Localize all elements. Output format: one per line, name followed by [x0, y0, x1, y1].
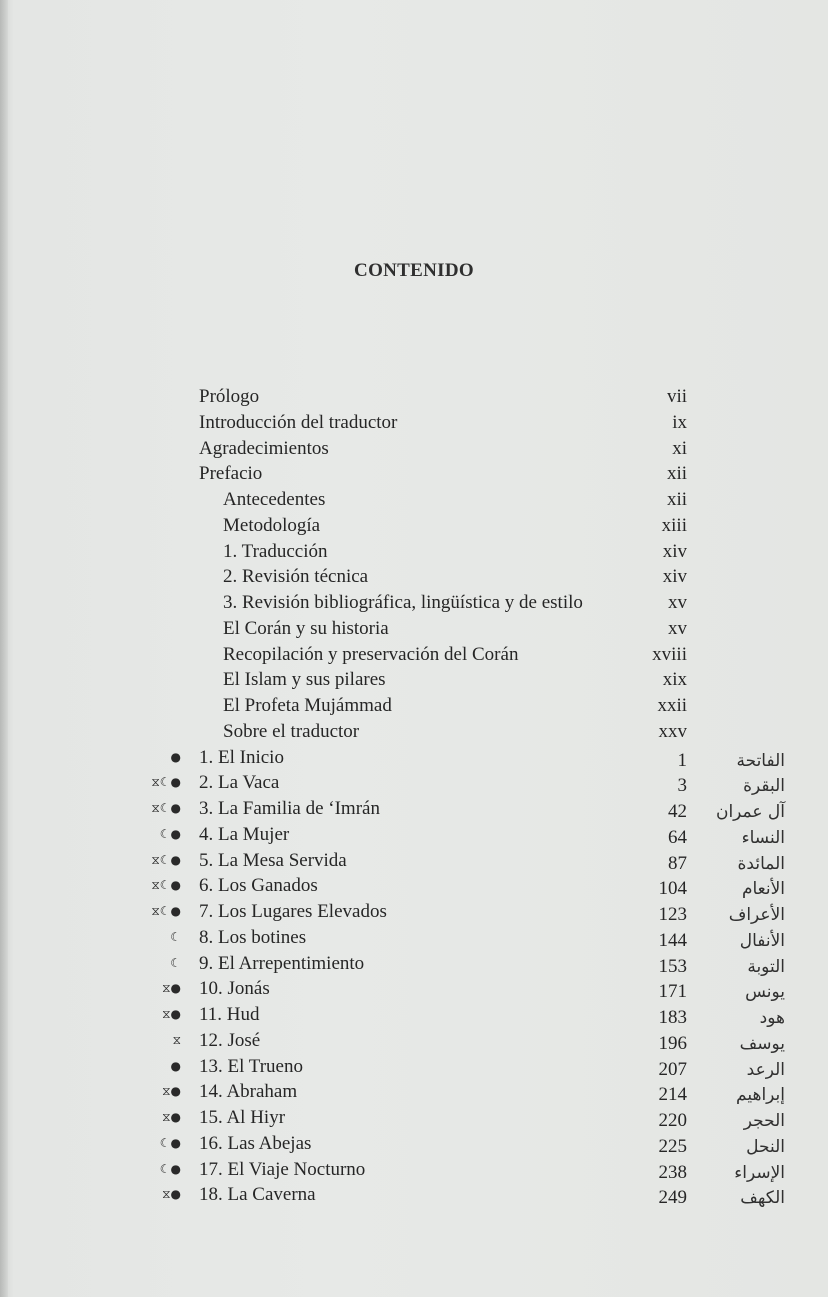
- page-number: xiv: [662, 566, 687, 588]
- sura-entry: [0, 951, 828, 977]
- sura-entry: [0, 848, 828, 874]
- page-title: CONTENIDO: [354, 260, 474, 281]
- sura-entry: [0, 1182, 828, 1208]
- page-number: xi: [672, 437, 687, 459]
- sura-title: 17. El Viaje Nocturno: [199, 1158, 366, 1180]
- page-number: xii: [666, 489, 687, 510]
- toc-title: Recopilación y preservación del Corán: [223, 643, 519, 665]
- toc-entry: [0, 719, 828, 745]
- sura-title: 6. Los Ganados: [199, 875, 318, 897]
- page-number: 87: [668, 852, 687, 874]
- sura-entry: [0, 1079, 828, 1105]
- sura-entry: [0, 976, 828, 1002]
- toc-entry: [0, 642, 828, 668]
- sura-entry: [0, 822, 828, 848]
- sura-entry: [0, 873, 828, 899]
- toc-title: Antecedentes: [223, 489, 326, 510]
- arabic-sura-name: إبراهيم: [736, 1085, 785, 1106]
- page-number: 3: [677, 775, 687, 797]
- toc-entry: [0, 590, 828, 616]
- arabic-sura-name: الفاتحة: [736, 750, 785, 771]
- page-number: 153: [658, 955, 687, 977]
- arabic-sura-name: يونس: [745, 982, 785, 1003]
- sura-entry: [0, 1157, 828, 1183]
- arabic-sura-name: الأعراف: [728, 905, 785, 925]
- sura-entry: [0, 1131, 828, 1157]
- sura-entry: [0, 1002, 828, 1028]
- sura-marks: ☾●: [159, 827, 181, 842]
- toc-entry: [0, 513, 828, 539]
- page-number: 207: [658, 1058, 687, 1080]
- toc-entry: [0, 436, 828, 462]
- sura-title: 18. La Caverna: [199, 1184, 316, 1206]
- sura-marks: ●: [170, 1059, 181, 1073]
- page-number: ix: [672, 411, 687, 433]
- sura-title: 1. El Inicio: [199, 746, 284, 768]
- toc-title: Sobre el traductor: [223, 720, 360, 742]
- toc-entry: [0, 384, 828, 410]
- sura-marks: ⧖●: [162, 1187, 181, 1202]
- sura-title: 5. La Mesa Servida: [199, 849, 347, 871]
- page-number: vii: [666, 386, 687, 407]
- page-number: 64: [668, 826, 687, 848]
- toc-entry: [0, 667, 828, 693]
- page-number: 1: [677, 749, 687, 771]
- sura-marks: ⧖●: [162, 1084, 181, 1099]
- toc-entry: [0, 693, 828, 719]
- sura-entry: [0, 796, 828, 822]
- arabic-sura-name: الأنعام: [741, 879, 785, 900]
- sura-entry: [0, 925, 828, 951]
- sura-entry: [0, 1105, 828, 1131]
- arabic-sura-name: النحل: [746, 1136, 785, 1157]
- page-number: 225: [658, 1135, 687, 1157]
- sura-marks: ⧖☾●: [151, 801, 181, 815]
- sura-marks: ☾: [170, 930, 181, 945]
- page-number: xii: [666, 463, 687, 485]
- sura-marks: ⧖: [172, 1032, 181, 1047]
- page-number: xiv: [662, 540, 687, 562]
- sura-title: 13. El Trueno: [199, 1055, 303, 1077]
- sura-marks: ☾●: [159, 1162, 181, 1176]
- page-number: xix: [662, 669, 687, 691]
- table-of-contents: [0, 384, 828, 1208]
- page-number: xxv: [658, 720, 687, 742]
- sura-marks: ⧖●: [162, 1007, 181, 1021]
- sura-title: 16. Las Abejas: [199, 1132, 312, 1154]
- page-number: 196: [658, 1032, 687, 1054]
- toc-title: Agradecimientos: [199, 437, 329, 459]
- toc-title: El Profeta Mujámmad: [223, 695, 392, 716]
- arabic-sura-name: يوسف: [739, 1033, 785, 1054]
- toc-entry: [0, 564, 828, 590]
- toc-title: Prólogo: [199, 386, 260, 407]
- sura-marks: ⧖☾●: [151, 904, 181, 918]
- sura-title: 7. Los Lugares Elevados: [199, 901, 387, 922]
- sura-title: 9. El Arrepentimiento: [199, 952, 365, 974]
- toc-title: Metodología: [223, 514, 321, 536]
- sura-marks: ⧖●: [162, 1110, 181, 1124]
- page-number: xxii: [657, 695, 687, 716]
- sura-marks: ⧖☾●: [151, 775, 181, 790]
- sura-entry: [0, 899, 828, 925]
- page-number: 144: [658, 929, 687, 951]
- toc-entry: [0, 539, 828, 565]
- sura-title: 2. La Vaca: [199, 772, 280, 794]
- arabic-sura-name: التوبة: [747, 956, 785, 977]
- page-number: 220: [658, 1110, 687, 1131]
- sura-title: 15. Al Hiyr: [199, 1107, 286, 1128]
- sura-title: 10. Jonás: [199, 978, 270, 1000]
- sura-marks: ☾●: [159, 1136, 181, 1151]
- page-number: 171: [658, 981, 687, 1003]
- arabic-sura-name: البقرة: [743, 776, 785, 797]
- toc-entry: [0, 616, 828, 642]
- page-number: 238: [658, 1161, 687, 1183]
- toc-title: El Corán y su historia: [223, 617, 389, 639]
- toc-title: 1. Traducción: [223, 540, 328, 562]
- sura-marks: ☾: [170, 956, 181, 970]
- page-number: 214: [658, 1084, 687, 1106]
- toc-entry: [0, 410, 828, 436]
- page-number: xv: [668, 617, 687, 639]
- arabic-sura-name: المائدة: [737, 853, 785, 874]
- page-number: 183: [658, 1007, 687, 1028]
- sura-marks: ⧖☾●: [151, 852, 181, 867]
- page-number: 249: [658, 1187, 687, 1209]
- toc-title: Introducción del traductor: [199, 411, 398, 433]
- sura-marks: ⧖☾●: [151, 878, 181, 893]
- page-number: 123: [658, 904, 687, 925]
- arabic-sura-name: الإسراء: [734, 1162, 785, 1183]
- toc-title: Prefacio: [199, 463, 263, 485]
- arabic-sura-name: هود: [759, 1008, 785, 1028]
- arabic-sura-name: الحجر: [743, 1111, 785, 1131]
- toc-title: 2. Revisión técnica: [223, 566, 369, 588]
- sura-marks: ⧖●: [162, 981, 181, 996]
- arabic-sura-name: الكهف: [740, 1188, 785, 1209]
- arabic-sura-name: الرعد: [746, 1059, 785, 1080]
- toc-title: El Islam y sus pilares: [223, 669, 386, 691]
- sura-entry: [0, 1028, 828, 1054]
- page-number: xiii: [661, 514, 687, 536]
- sura-title: 12. José: [199, 1029, 261, 1051]
- sura-title: 4. La Mujer: [199, 823, 290, 845]
- page-number: 42: [668, 801, 687, 822]
- sura-title: 8. Los botines: [199, 926, 307, 948]
- sura-title: 11. Hud: [199, 1004, 260, 1025]
- sura-title: 3. La Familia de ‘Imrán: [199, 798, 380, 819]
- page-number: xv: [668, 592, 687, 613]
- sura-entry: [0, 770, 828, 796]
- sura-marks: ●: [170, 750, 181, 764]
- arabic-sura-name: آل عمران: [715, 802, 785, 822]
- toc-entry: [0, 461, 828, 487]
- arabic-sura-name: الأنفال: [739, 930, 785, 951]
- toc-title: 3. Revisión bibliográfica, lingüística y de estilo: [223, 592, 583, 613]
- toc-entry: [0, 487, 828, 513]
- arabic-sura-name: النساء: [741, 827, 785, 848]
- page-number: 104: [658, 878, 687, 900]
- sura-entry: [0, 745, 828, 771]
- sura-title: 14. Abraham: [199, 1081, 298, 1103]
- page-number: xviii: [652, 643, 687, 665]
- sura-entry: [0, 1054, 828, 1080]
